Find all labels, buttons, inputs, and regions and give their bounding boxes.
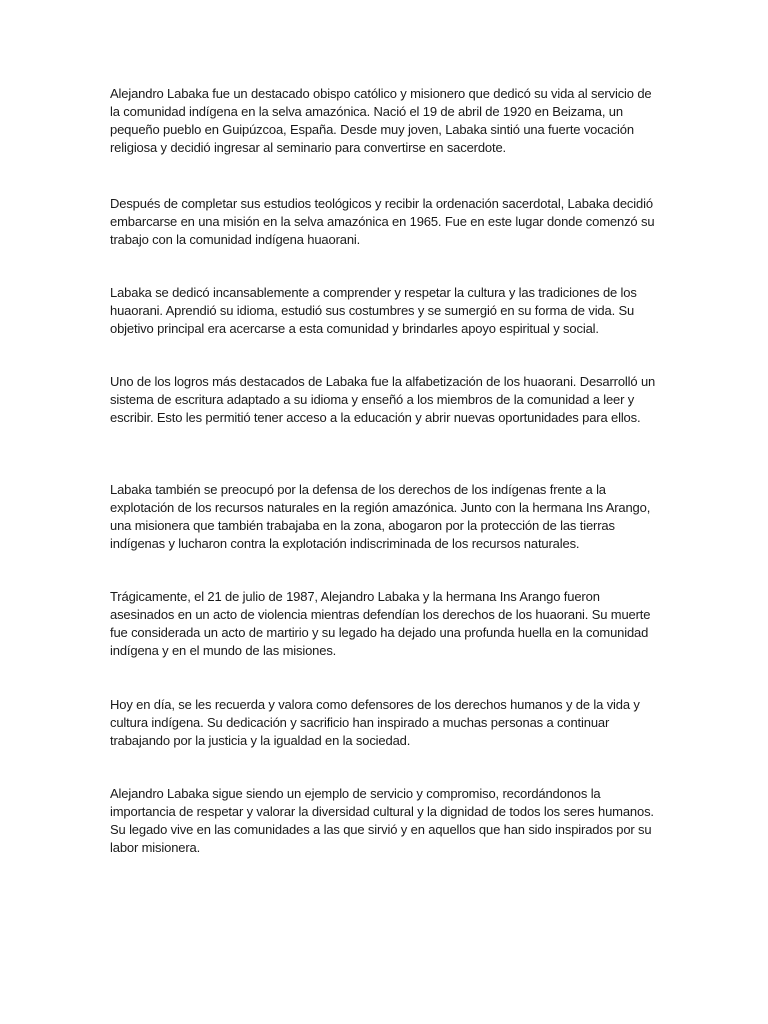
paragraph-1: Alejandro Labaka fue un destacado obispo católico y misionero que dedicó su vida al servicio de la comunidad indígena en la selva amazónica. Nació el 19 de abril de 1920 en Beizama, un pequeño pueblo en Guipúzcoa, España. Desde muy joven, Labaka sintió una fuerte vocación religiosa y decidió ingresar al seminario para convertirse en sacerdote. [110,86,652,155]
paragraph-6: Trágicamente, el 21 de julio de 1987, Alejandro Labaka y la hermana Ins Arango fueron asesinados en un acto de violencia mientras defendían los derechos de los huaorani. Su muerte fue considerada un acto de martirio y su legado ha dejado una profunda huella en la comunidad indígena y en el mundo de las misiones. [110,589,651,658]
paragraph-8: Alejandro Labaka sigue siendo un ejemplo de servicio y compromiso, recordándonos la importancia de respetar y valorar la diversidad cultural y la dignidad de todos los seres humanos. Su legado vive en las comunidades a las que sirvió y en aquellos que han sido inspirados por su labor misionera. [110,786,654,855]
paragraph-2: Después de completar sus estudios teológicos y recibir la ordenación sacerdotal, Labaka decidió embarcarse en una misión en la selva amazónica en 1965. Fue en este lugar donde comenzó su trabajo con la comunidad indígena huaorani. [110,196,655,247]
paragraph-4: Uno de los logros más destacados de Labaka fue la alfabetización de los huaorani. Desarrolló un sistema de escritura adaptado a su idioma y enseñó a los miembros de la comunidad a leer y escribir. Esto les permitió tener acceso a la educación y abrir nuevas oportunidades para ellos. [110,374,656,425]
paragraph-3: Labaka se dedicó incansablemente a comprender y respetar la cultura y las tradiciones de los huaorani. Aprendió su idioma, estudió sus costumbres y se sumergió en su forma de vida. Su objetivo principal era acercarse a esta comunidad y brindarles apoyo espiritual y social. [110,285,637,336]
paragraph-7: Hoy en día, se les recuerda y valora como defensores de los derechos humanos y de la vida y cultura indígena. Su dedicación y sacrificio han inspirado a muchas personas a continuar trabajando por la justicia y la igualdad en la sociedad. [110,697,640,748]
paragraph-5: Labaka también se preocupó por la defensa de los derechos de los indígenas frente a la explotación de los recursos naturales en la región amazónica. Junto con la hermana Ins Arango, una misionera que también trabajaba en la zona, abogaron por la protección de las tierras indígenas y lucharon contra la explotación indiscriminada de los recursos naturales. [110,482,651,551]
